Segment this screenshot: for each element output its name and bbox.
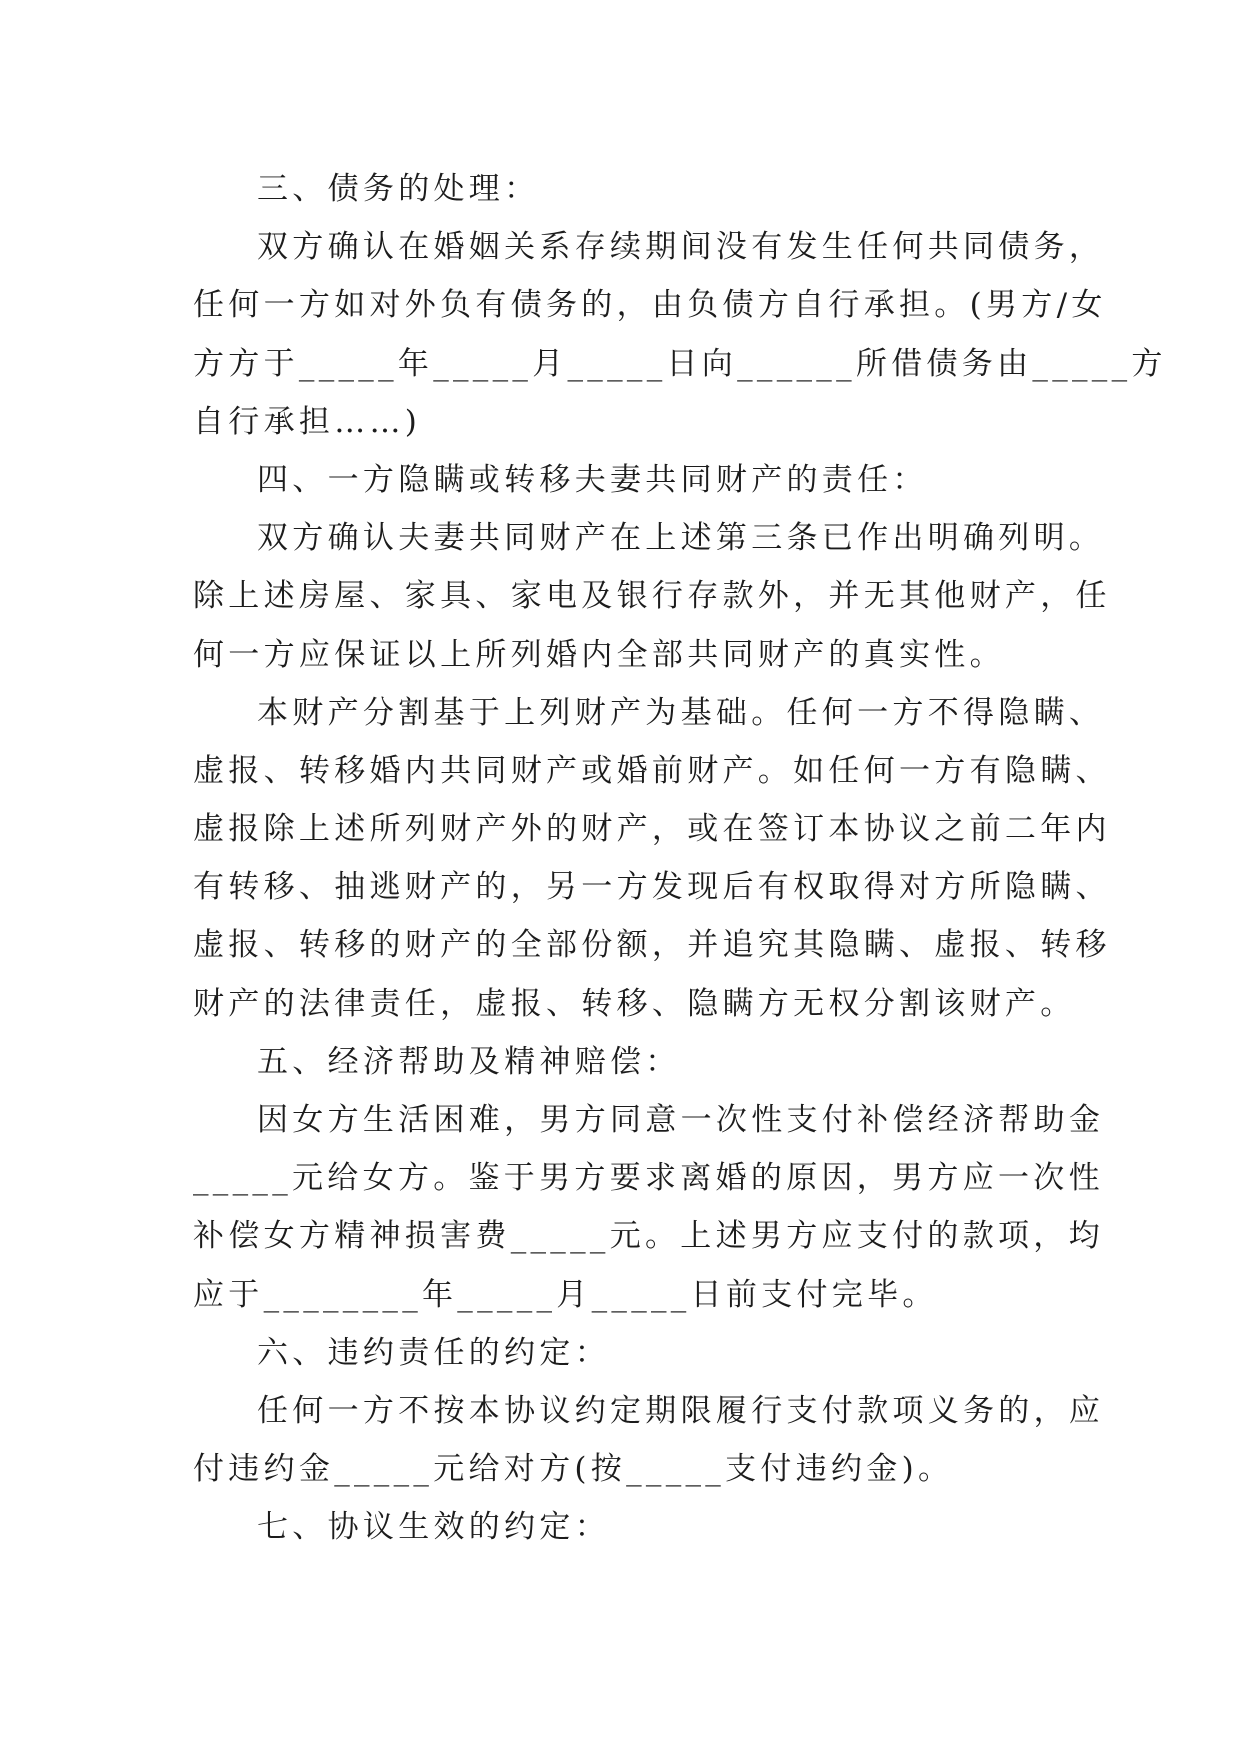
paragraph-line: 有转移、抽逃财产的，另一方发现后有权取得对方所隐瞒、: [193, 869, 1111, 906]
paragraph-line-indented: 五、经济帮助及精神赔偿：: [257, 1043, 681, 1080]
paragraph-line: 虚报、转移婚内共同财产或婚前财产。如任何一方有隐瞒、: [193, 752, 1111, 789]
paragraph-line: 付违约金_____元给对方(按_____支付违约金)。: [193, 1451, 954, 1488]
paragraph-line: _____元给女方。鉴于男方要求离婚的原因，男方应一次性: [193, 1160, 1104, 1197]
paragraph-line-indented: 本财产分割基于上列财产为基础。任何一方不得隐瞒、: [257, 694, 1105, 731]
paragraph-line-indented: 双方确认在婚姻关系存续期间没有发生任何共同债务，: [257, 229, 1105, 266]
paragraph-line: 虚报、转移的财产的全部份额，并追究其隐瞒、虚报、转移: [193, 927, 1111, 964]
paragraph-line: 除上述房屋、家具、家电及银行存款外，并无其他财产，任: [193, 578, 1111, 615]
paragraph-line-indented: 三、债务的处理：: [257, 171, 540, 207]
document-body: [193, 160, 1167, 1557]
paragraph-line-indented: 双方确认夫妻共同财产在上述第三条已作出明确列明。: [257, 520, 1105, 557]
paragraph-line: 任何一方如对外负有债务的，由负债方自行承担。(男方/女: [193, 287, 1107, 324]
paragraph-line-indented: 任何一方不按本协议约定期限履行支付款项义务的，应: [257, 1392, 1105, 1429]
paragraph-line: 方方于_____年_____月_____日向______所借债务由_____方: [193, 345, 1167, 382]
paragraph-line-indented: 四、一方隐瞒或转移夫妻共同财产的责任：: [257, 461, 928, 498]
paragraph-line: 虚报除上述所列财产外的财产，或在签订本协议之前二年内: [193, 811, 1111, 848]
paragraph-line-indented: 七、协议生效的约定：: [257, 1509, 610, 1546]
paragraph-line-indented: 六、违约责任的约定：: [257, 1334, 610, 1371]
paragraph-line: 自行承担……): [193, 403, 422, 440]
paragraph-line: 应于________年_____月_____日前支付完毕。: [193, 1276, 938, 1313]
paragraph-line: 财产的法律责任，虚报、转移、隐瞒方无权分割该财产。: [193, 985, 1076, 1022]
paragraph-line-indented: 因女方生活困难，男方同意一次性支付补偿经济帮助金: [257, 1102, 1105, 1138]
paragraph-line: 补偿女方精神损害费_____元。上述男方应支付的款项，均: [193, 1218, 1104, 1255]
paragraph-line: 何一方应保证以上所列婚内全部共同财产的真实性。: [193, 636, 1005, 673]
